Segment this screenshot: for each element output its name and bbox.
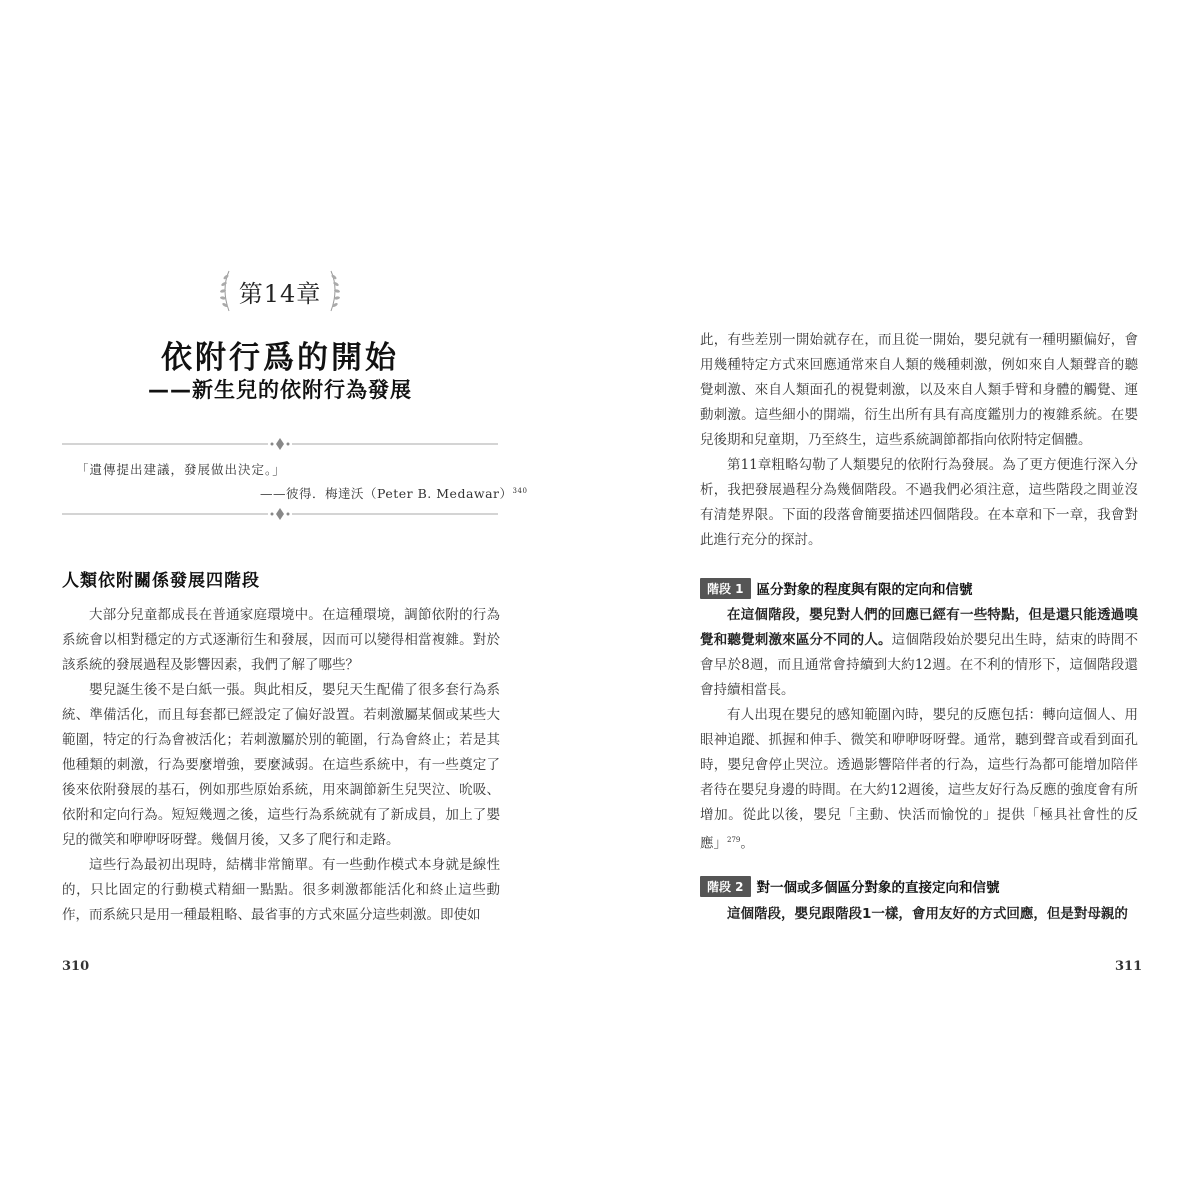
stage2-heading [700,876,1000,896]
section-heading: 人類依附關係發展四階段 [62,571,260,591]
chapter-subtitle: ——新生兒的依附行為發展 [148,378,412,402]
laurel-left-icon [217,269,233,313]
stage1-ref: 279 [727,836,741,844]
chapter-label: 第14章 [238,279,322,308]
stage1-title: 區分對象的程度與有限的定向和信號 [756,582,973,598]
stage1-badge: 階段 1 [700,578,751,599]
paragraph: 嬰兒誕生後不是白紙一張。與此相反，嬰兒天生配備了很多套行為系統、準備活化，而且每套都已經設定了偏好設置。若刺激屬某個或某些大範圍，特定的行為會被活化；若刺激屬於別的範圍，行為會終止；若是其他種類的刺激，行為要麼增強，要麼減弱。在這些系統中，有一些奠定了後來依附發展的基石，例如那些原始系統，用來調節新生兒哭泣、吮吸、依附和定向行為。短短幾週之後，這些行為系統就有了新成員，加上了嬰兒的微笑和咿咿呀呀聲。幾個月後，又多了爬行和走路。 [62,682,500,848]
paragraph: 大部分兒童都成長在普通家庭環境中。在這種環境，調節依附的行為系統會以相對穩定的方式逐漸衍生和發展，因而可以變得相當複雜。對於該系統的發展過程及影響因素，我們了解了哪些？ [62,607,500,673]
paragraph: 這些行為最初出現時，結構非常簡單。有一些動作模式本身就是線性的，只比固定的行動模式精細一點點。很多刺激都能活化和終止這些動作，而系統只是用一種最粗略、最省事的方式來區分這些刺激。即使如 [62,857,500,923]
paragraph [700,703,1138,857]
chapter-badge [213,266,347,316]
ornament-divider-bottom [62,507,498,521]
stage1-para2: 有人出現在嬰兒的感知範圍內時，嬰兒的反應包括：轉向這個人、用眼神追蹤、抓握和伸手、微笑和咿咿呀呀聲。通常，聽到聲音或看到面孔時，嬰兒會停止哭泣。透過影響陪伴者的行為，這些行為都可能增加陪伴者待在嬰兒身邊的時間。在大約12週後，這些友好行為反應的強度會有所增加。從此以後，嬰兒「主動、快活而愉悅的」提供「極具社會性的反應」 [700,707,1138,852]
paragraph [700,902,1138,927]
paragraph: 此，有些差別一開始就存在，而且從一開始，嬰兒就有一種明顯偏好，會用幾種特定方式來回應通常來自人類的幾種刺激，例如來自人類聲音的聽覺刺激、來自人類面孔的視覺刺激，以及來自人類手臂和身體的觸覺、運動刺激。這些細小的開端，衍生出所有具有高度鑑別力的複雜系統。在嬰兒後期和兒童期，乃至終生，這些系統調節都指向依附特定個體。 [700,332,1138,448]
left-body-text [62,603,500,928]
page-number-right: 311 [1115,959,1143,974]
epigraph-quote: 「遺傳提出建議，發展做出決定。」 [76,462,286,477]
stage2-bold-lead: 這個階段，嬰兒跟階段1一樣，會用友好的方式回應，但是對母親的 [727,906,1128,922]
paragraph: 第11章粗略勾勒了人類嬰兒的依附行為發展。為了更方便進行深入分析，我把發展過程分為幾個階段。不過我們必須注意，這些階段之間並沒有清楚界限。下面的段落會簡要描述四個階段。在本章和下一章，我會對此進行充分的探討。 [700,457,1138,548]
chapter-title: 依附行爲的開始 [161,340,399,376]
epigraph-attribution [260,484,527,502]
paragraph [700,603,1138,703]
ornament-divider-top [62,437,498,451]
right-page [600,0,1200,1200]
stage1-heading [700,578,973,598]
stage2-title: 對一個或多個區分對象的直接定向和信號 [756,880,1000,896]
stage1-para2-end: 。 [740,835,754,852]
laurel-right-icon [327,269,343,313]
stage1-bold-lead: 在這個階段，嬰兒對人們的回應已經有一些特點，但是還只能透過嗅覺和聽覺刺激來區分不同的人。 [700,607,1138,648]
stage1-rest: 這個階段始於嬰兒出生時，結束的時間不會早於8週，而且通常會持續到大約12週。在不利的情形下，這個階段還會持續相當長。 [700,632,1139,698]
attribution-ref: 340 [512,486,528,495]
stage2-body [700,902,1138,927]
right-opening-text [700,328,1138,553]
stage1-body [700,603,1138,857]
stage2-badge: 階段 2 [700,876,751,897]
page-number-left: 310 [62,959,90,974]
attribution-text: ——彼得．梅達沃（Peter B. Medawar） [260,486,513,501]
